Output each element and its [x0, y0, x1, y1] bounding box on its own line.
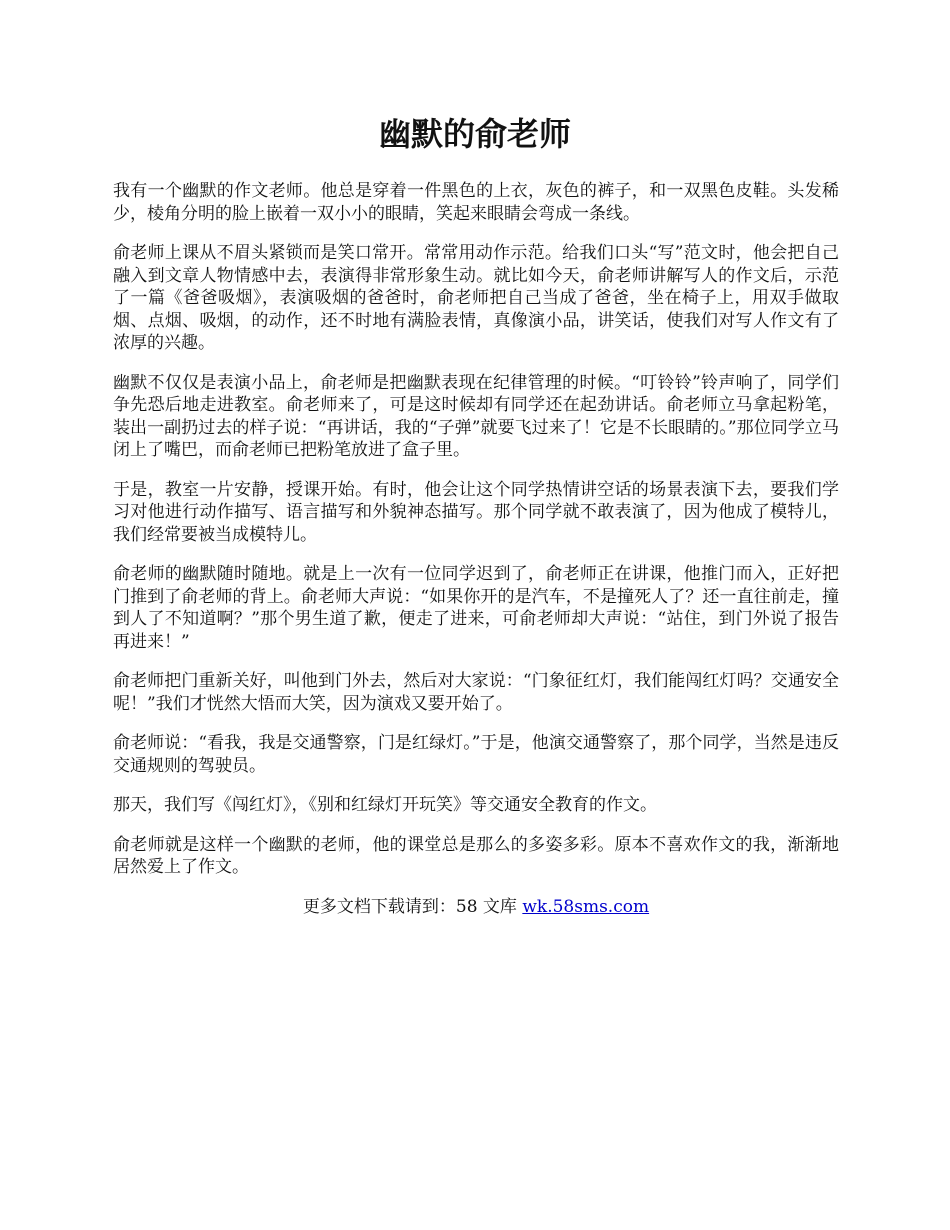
paragraph: 我有一个幽默的作文老师。他总是穿着一件黑色的上衣，灰色的裤子，和一双黑色皮鞋。头发稀少，棱角分明的脸上嵌着一双小小的眼睛，笑起来眼睛会弯成一条线。 [113, 181, 839, 224]
paragraph: 幽默不仅仅是表演小品上，俞老师是把幽默表现在纪律管理的时候。“叮铃铃”铃声响了，同学们争先恐后地走进教室。俞老师来了，可是这时候却有同学还在起劲讲话。俞老师立马拿起粉笔，装出一副扔过去的样子说：“再讲话，我的“子弹”就要飞过来了！它是不长眼睛的。”那位同学立马闭上了嘴巴，而俞老师已把粉笔放进了盒子里。 [113, 372, 839, 460]
download-footer [113, 896, 839, 918]
paragraph: 俞老师的幽默随时随地。就是上一次有一位同学迟到了，俞老师正在讲课，他推门而入，正好把门推到了俞老师的背上。俞老师大声说：“如果你开的是汽车，不是撞死人了？还一直往前走，撞到人了不知道啊？”那个男生道了歉，便走了进来，可俞老师却大声说：“站住，到门外说了报告再进来！” [113, 564, 839, 652]
paragraph: 俞老师把门重新关好，叫他到门外去，然后对大家说：“门象征红灯，我们能闯红灯吗？交通安全呢！”我们才恍然大悟而大笑，因为演戏又要开始了。 [113, 671, 839, 714]
paragraph: 于是，教室一片安静，授课开始。有时，他会让这个同学热情讲空话的场景表演下去，要我们学习对他进行动作描写、语言描写和外貌神态描写。那个同学就不敢表演了，因为他成了模特儿，我们经常要被当成模特儿。 [113, 479, 839, 545]
document-title: 幽默的俞老师 [378, 115, 571, 153]
paragraph: 俞老师就是这样一个幽默的老师，他的课堂总是那么的多姿多彩。原本不喜欢作文的我，渐渐地居然爱上了作文。 [113, 834, 839, 877]
footer-text: 更多文档下载请到：58 文库 [302, 896, 523, 917]
document-body [113, 180, 839, 918]
paragraph: 俞老师说：“看我，我是交通警察，门是红绿灯。”于是，他演交通警察了，那个同学，当然是违反交通规则的驾驶员。 [113, 733, 839, 776]
paragraph: 那天，我们写《闯红灯》，《别和红绿灯开玩笑》等交通安全教育的作文。 [113, 795, 657, 815]
download-site-link[interactable]: wk.58sms.com [522, 896, 650, 917]
paragraph: 俞老师上课从不眉头紧锁而是笑口常开。常常用动作示范。给我们口头“写”范文时，他会把自己融入到文章人物情感中去，表演得非常形象生动。就比如今天，俞老师讲解写人的作文后，示范了一篇《爸爸吸烟》，表演吸烟的爸爸时，俞老师把自己当成了爸爸，坐在椅子上，用双手做取烟、点烟、吸烟，的动作，还不时地有满脸表情，真像演小品，讲笑话，使我们对写人作文有了浓厚的兴趣。 [113, 243, 839, 353]
